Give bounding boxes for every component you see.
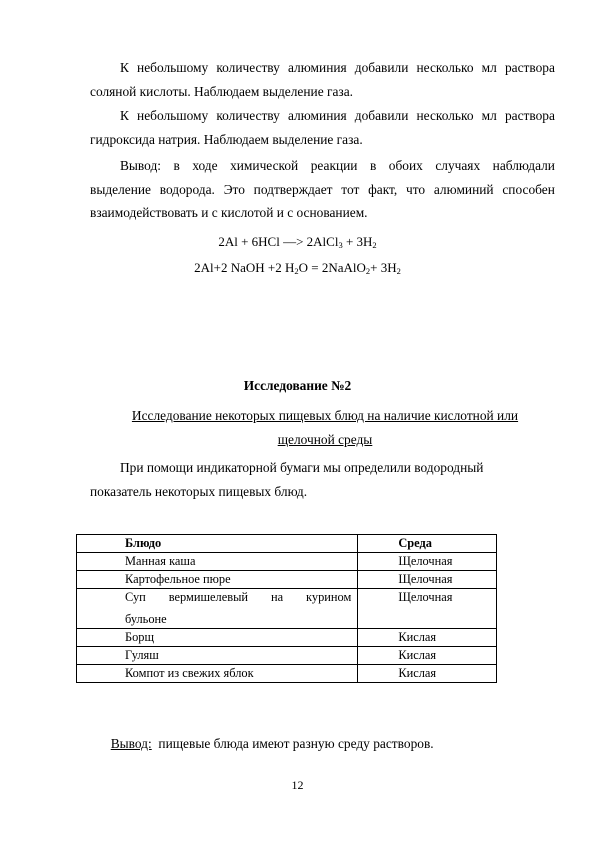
equation-part: + 3H: [370, 260, 397, 275]
paragraph-line: соляной кислоты. Наблюдаем выделение газа.: [90, 83, 353, 99]
medium-cell: Щелочная: [358, 589, 497, 629]
medium-cell: Щелочная: [358, 553, 497, 571]
word: наблюдали: [492, 158, 555, 173]
subscript: 3: [338, 240, 343, 250]
medium-cell: Кислая: [358, 665, 497, 683]
word: на: [270, 590, 284, 604]
header-dish: Блюдо: [77, 535, 358, 553]
subscript: 2: [396, 266, 401, 276]
dish-cell: Компот из свежих яблок: [77, 665, 358, 683]
word: тот: [341, 181, 360, 197]
table-row: [77, 665, 497, 683]
medium-cell: Щелочная: [358, 571, 497, 589]
study-intro-line: показатель некоторых пищевых блюд.: [90, 483, 308, 499]
final-conclusion: [86, 708, 556, 755]
table-row: [77, 647, 497, 665]
dish-cell: Гуляш: [77, 647, 358, 665]
word: несколько: [416, 60, 474, 75]
word: курином: [306, 590, 352, 604]
paragraph-line: гидроксида натрия. Наблюдаем выделение газа.: [90, 131, 363, 147]
study-subtitle-line: щелочной среды: [277, 431, 373, 447]
equation-part: + 3H: [342, 234, 373, 249]
equation-naoh: [0, 260, 595, 276]
word: в: [369, 158, 377, 173]
word: алюминия: [287, 60, 347, 75]
word: в: [173, 158, 180, 173]
table-row: [77, 571, 497, 589]
word: способен: [502, 181, 555, 197]
subscript: 2: [294, 266, 299, 276]
paragraph-line: [90, 56, 555, 80]
paragraph-line: [90, 154, 555, 178]
paragraph-line: [90, 104, 555, 128]
word: подтверждает: [253, 181, 333, 197]
word: вермишелевый: [168, 590, 249, 604]
medium-cell: Кислая: [358, 647, 497, 665]
word: количеству: [216, 108, 280, 123]
word: алюминий: [433, 181, 494, 197]
equation-part: O = 2NaAlO: [298, 260, 366, 275]
word: количеству: [216, 60, 280, 75]
table-header-row: [77, 535, 497, 553]
word: добавили: [354, 60, 409, 75]
word: несколько: [416, 108, 474, 123]
study-subtitle: [90, 404, 560, 451]
dishes-table: [76, 534, 497, 683]
word: обоих: [388, 158, 423, 173]
equation-part: 2Al+2 NaOH +2 H: [194, 260, 295, 275]
word: Вывод:: [120, 158, 162, 173]
equation-hcl: [0, 234, 595, 250]
word: химической: [230, 158, 299, 173]
word: небольшому: [137, 108, 209, 123]
table-row: [77, 629, 497, 647]
word: раствора: [504, 108, 555, 123]
dish-cell-line: [125, 589, 351, 606]
header-medium: Среда: [358, 535, 497, 553]
paragraph-conclusion-hydrogen: [90, 154, 555, 225]
word: добавили: [354, 108, 409, 123]
medium-cell: Кислая: [358, 629, 497, 647]
word: небольшому: [137, 60, 209, 75]
conclusion-text: пищевые блюда имеют разную среду растворов.: [151, 735, 434, 751]
word: факт,: [368, 181, 398, 197]
word: что: [406, 181, 426, 197]
word: К: [120, 108, 129, 123]
dish-cell-line: бульоне: [125, 612, 167, 626]
word: алюминия: [287, 108, 347, 123]
word: выделение: [90, 181, 151, 197]
word: Это: [223, 181, 245, 197]
word: ходе: [192, 158, 218, 173]
study-heading: Исследование №2: [243, 378, 352, 393]
conclusion-label: Вывод:: [110, 735, 152, 751]
word: К: [120, 60, 129, 75]
dish-cell: Борщ: [77, 629, 358, 647]
word: мл: [481, 108, 497, 123]
word: водорода.: [159, 181, 215, 197]
table-row: [77, 553, 497, 571]
word: случаях: [435, 158, 481, 173]
paragraph-aluminium-hcl: [90, 56, 555, 103]
dish-cell: Картофельное пюре: [77, 571, 358, 589]
table-row: [77, 589, 497, 629]
word: реакции: [310, 158, 358, 173]
dish-cell: Манная каша: [77, 553, 358, 571]
equation-part: 2Al + 6HCl —> 2AlCl: [218, 234, 339, 249]
study-intro: [90, 456, 560, 503]
word: раствора: [504, 60, 555, 75]
study-subtitle-line: Исследование некоторых пищевых блюд на наличие кислотной или: [131, 408, 519, 423]
dish-cell: [77, 589, 358, 629]
paragraph-aluminium-naoh: [90, 104, 555, 151]
study-intro-line: При помощи индикаторной бумаги мы определили водородный: [120, 460, 484, 475]
page-number: 12: [291, 778, 304, 792]
word: мл: [481, 60, 497, 75]
paragraph-line: взаимодействовать и с кислотой и с основанием.: [90, 205, 368, 220]
word: Суп: [125, 590, 146, 604]
paragraph-line: [90, 178, 555, 202]
subscript: 2: [365, 266, 371, 276]
subscript: 2: [372, 240, 377, 250]
